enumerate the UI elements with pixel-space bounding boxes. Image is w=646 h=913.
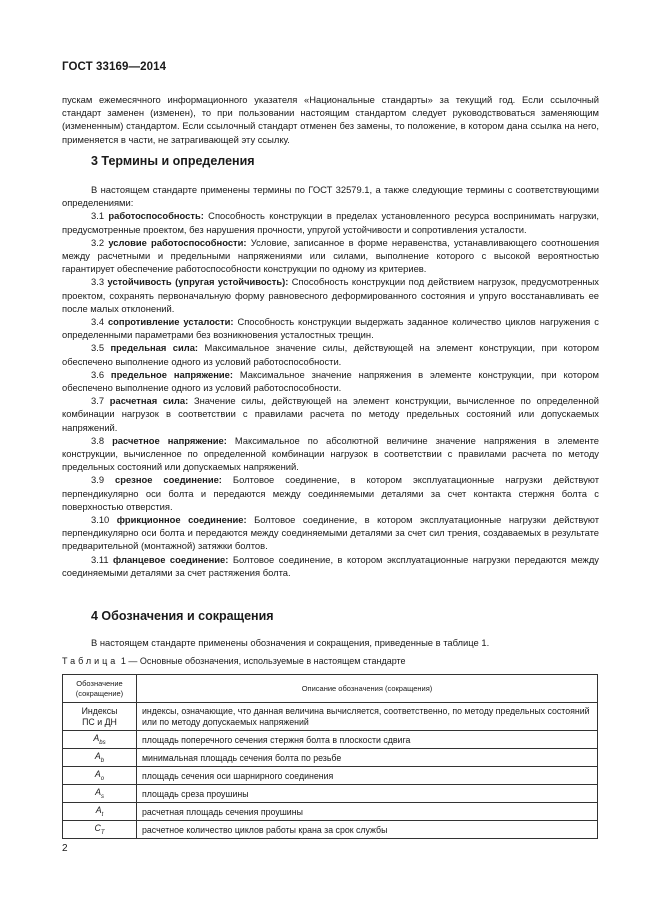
section-4-lead: В настоящем стандарте применены обозначения и сокращения, приведенные в таблице 1. [91,637,490,648]
term-number: 3.3 [91,276,105,288]
table-caption-number: 1 [120,656,126,666]
term-number: 3.11 [91,553,109,565]
table-caption [62,656,406,666]
term-name: фрикционное соединение: [116,514,247,526]
table-cell-description: расчетное количество циклов работы крана за срок службы [137,821,598,839]
table-header-row [63,675,598,703]
table-cell-symbol: $A_{bs}$ [63,731,137,749]
term-text: Болтовое соединение, в котором эксплуатационные нагрузки действуют перпендикулярно оси болта и передаются между соединяемыми деталями за счет сил трения, создаваемых в результате предварительной (монтажной) затяжки болтов. [62,514,600,552]
term-number: 3.10 [91,514,110,526]
page-number: 2 [62,843,68,854]
term-definition [62,368,599,394]
term-name: фланцевое соединение: [113,553,229,565]
term-name: предельное напряжение: [110,368,233,380]
table-row [63,803,598,821]
term-text: Максимальное значение силы, действующей на элемент конструкции, при котором обеспечено выполнение одного из условий работоспособности. [62,342,600,367]
section-4-title: 4 Обозначения и сокращения [91,609,274,623]
term-definition [62,275,599,315]
terms-block [62,183,599,579]
table-row [63,731,598,749]
term-definition [62,209,599,235]
term-name: расчетная сила: [109,395,189,407]
term-definition [62,394,599,434]
term-text: Условие, записанное в форме неравенства, устанавливающего соотношения между расчетными и предельными напряжениями или силами, выполнение которого с высокой вероятностью гарантирует обеспечение работоспособности конструкции по одному из критериев. [62,236,600,275]
term-definition [62,473,599,513]
table-row [63,785,598,803]
table-row [63,767,598,785]
table-cell-description: площадь сечения оси шарнирного соединения [137,767,598,785]
table-header-symbol: Обозначение (сокращение) [63,675,137,703]
table-caption-label: Таблица [62,656,119,666]
term-number: 3.5 [91,342,105,354]
term-definition [62,341,599,367]
term-text: Максимальное значение напряжения в элементе конструкции, при котором обеспечено выполнение одного из условий работоспособности. [62,368,599,394]
table-row [63,749,598,767]
term-text: Способность конструкции выдержать заданное количество циклов нагружения с определенными параметрами без возникновения усталостных трещин. [62,316,599,341]
table-cell-description: расчетная площадь сечения проушины [137,803,598,821]
term-definition [62,553,599,579]
term-number: 3.6 [91,368,105,380]
term-text: Способность конструкции под действием нагрузок, предусмотренных проектом, сохранять первоначальную форму равновесного деформированного состояния и упруго восстанавливать ее после малых отклонений. [62,276,599,314]
table-cell-description: минимальная площадь сечения болта по резьбе [137,749,598,767]
table-row [63,703,598,731]
document-header: ГОСТ 33169—2014 [62,61,167,73]
term-name: срезное соединение: [115,474,222,486]
section-3-lead: В настоящем стандарте применены термины по ГОСТ 32579.1, а также следующие термины с соответствующими определениями: [62,184,599,209]
intro-paragraph: пускам ежемесячного информационного указателя «Национальные стандарты» за текущий год. Если ссылочный стандарт заменен (изменен), то при пользовании настоящим стандартом следует руководствоваться заменяющим (измененным) стандартом. Если ссылочный стандарт отменен без замены, то положение, в котором дана ссылка на него, применяется в части, не затрагивающей эту ссылку. [62,94,599,145]
table-caption-text: — Основные обозначения, используемые в настоящем стандарте [128,656,406,666]
table-header-description: Описание обозначения (сокращения) [137,675,598,703]
term-name: условие работоспособности: [108,236,247,248]
term-number: 3.4 [91,316,105,328]
term-definition [62,513,599,553]
term-number: 3.2 [91,236,105,248]
term-definition [62,434,599,474]
table-cell-symbol: $A_o$ [63,767,137,785]
term-text: Максимальное по абсолютной величине значение напряжения в элементе конструкции, вычисленное по определенной комбинации нагрузок в соответствии с правилами расчета по методу предельных состояний или допускаемых напряжений. [62,434,600,473]
term-number: 3.7 [91,395,105,407]
table-cell-symbol: $C_T$ [63,821,137,839]
table-cell-symbol: Индексы ПС и ДН [63,703,137,731]
table-cell-description: индексы, означающие, что данная величина вычисляется, соответственно, по методу предельных состояний или по методу допускаемых напряжений [137,703,598,731]
table-cell-symbol: $A_s$ [63,785,137,803]
term-text: Болтовое соединение, в котором эксплуатационные нагрузки действуют перпендикулярно оси болта и передаются между соединяемыми деталями за счет контакта стержня болта с поверхностью отверстия. [62,474,600,512]
term-text: Способность конструкции в пределах установленного ресурса воспринимать нагрузки, предусмотренные проектом, без нарушения прочности, упругой устойчивости и сопротивления усталости. [62,210,599,235]
term-name: расчетное напряжение: [112,434,227,446]
term-text: Болтовое соединение, в котором эксплуатационные нагрузки передаются между соединяемыми деталями за счет растяжения болта. [62,553,599,578]
term-text: Значение силы, действующей на элемент конструкции, вычисленное по определенной комбинации нагрузок в соответствии с правилами расчета по методу предельных состояний или допускаемых напряжений. [62,395,600,433]
term-name: работоспособность: [108,210,204,222]
term-number: 3.9 [91,474,105,486]
term-name: сопротивление усталости: [107,316,234,328]
section-3-title: 3 Термины и определения [91,154,255,168]
table-row [63,821,598,839]
term-name: устойчивость (упругая устойчивость): [107,276,289,288]
term-name: предельная сила: [110,342,199,354]
term-definition [62,236,599,276]
table-cell-description: площадь среза проушины [137,785,598,803]
symbols-table [62,674,598,839]
table-cell-description: площадь поперечного сечения стержня болта в плоскости сдвига [137,731,598,749]
table-cell-symbol: $A_b$ [63,749,137,767]
table-cell-symbol: $A_t$ [63,803,137,821]
term-number: 3.1 [91,210,105,222]
term-number: 3.8 [91,434,105,446]
term-definition [62,315,599,341]
